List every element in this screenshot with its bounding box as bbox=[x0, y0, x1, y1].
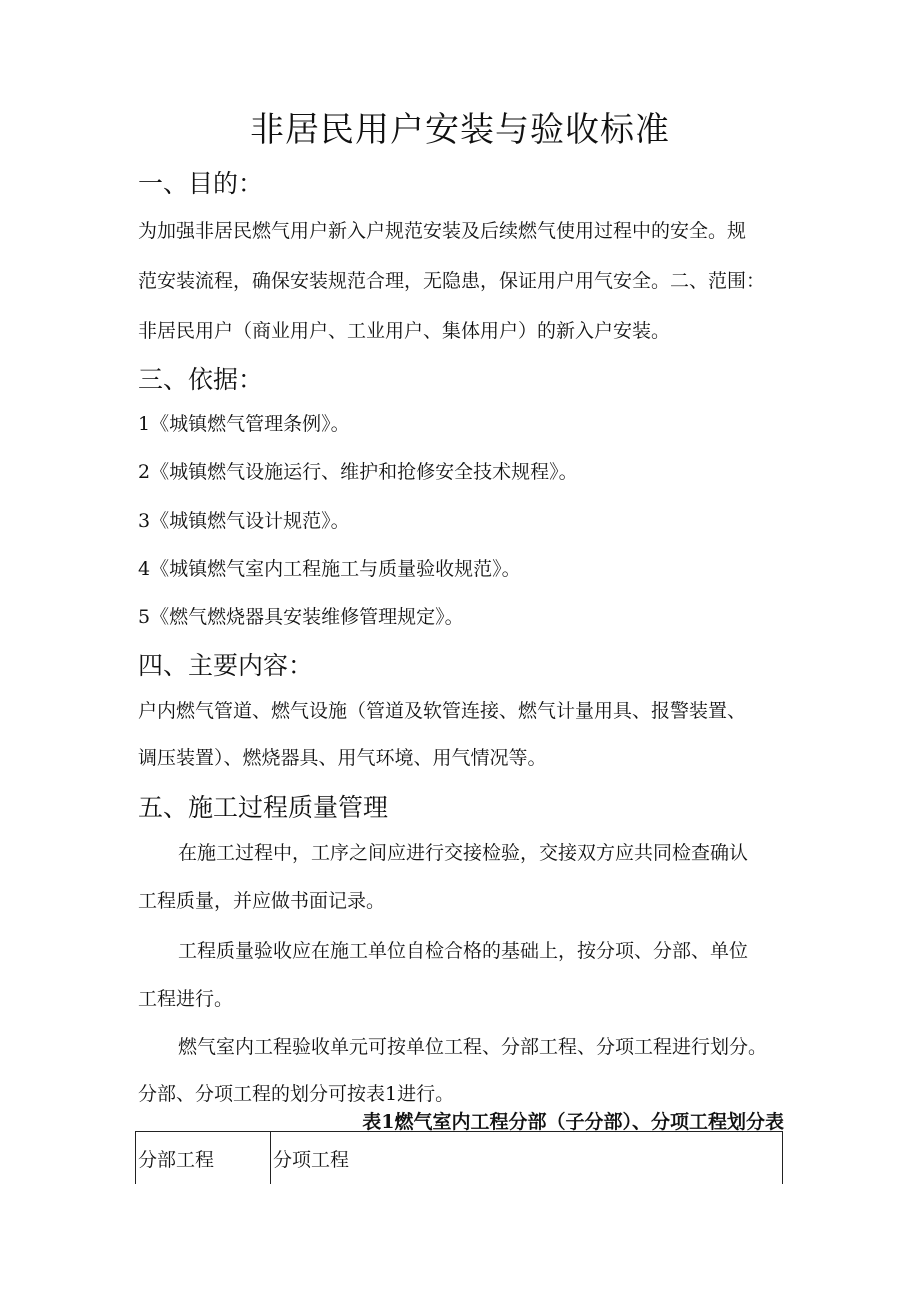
basis-item: 5《燃气燃烧器具安装维修管理规定》。 bbox=[138, 606, 464, 628]
purpose-line-1: 为加强非居民燃气用户新入户规范安装及后续燃气使用过程中的安全。规 bbox=[138, 220, 747, 242]
purpose-line-2: 范安装流程，确保安装规范合理，无隐患，保证用户用气安全。二、范围： bbox=[138, 270, 766, 292]
basis-item: 1《城镇燃气管理条例》。 bbox=[138, 413, 350, 435]
section-heading-basis: 三、依据： bbox=[138, 365, 264, 394]
quality-paragraph-line: 工程进行。 bbox=[138, 988, 234, 1010]
basis-item: 4《城镇燃气室内工程施工与质量验收规范》。 bbox=[138, 558, 521, 580]
quality-paragraph-line: 工程质量验收应在施工单位自检合格的基础上，按分项、分部、单位 bbox=[178, 940, 749, 962]
quality-paragraph-line: 分部、分项工程的划分可按表1进行。 bbox=[138, 1083, 455, 1105]
scope-text: 非居民用户（商业用户、工业用户、集体用户）的新入户安装。 bbox=[138, 320, 671, 342]
quality-paragraph-line: 工程质量，并应做书面记录。 bbox=[138, 890, 386, 912]
basis-item: 3《城镇燃气设计规范》。 bbox=[138, 510, 350, 532]
table-caption: 表1燃气室内工程分部（子分部）、分项工程划分表 bbox=[362, 1111, 784, 1133]
division-table bbox=[135, 1131, 783, 1184]
section-heading-quality-management: 五、施工过程质量管理 bbox=[138, 793, 389, 822]
main-content-line-2: 调压装置）、燃烧器具、用气环境、用气情况等。 bbox=[138, 747, 547, 769]
table-header-row bbox=[136, 1132, 783, 1185]
main-content-line-1: 户内燃气管道、燃气设施（管道及软管连接、燃气计量用具、报警装置、 bbox=[138, 700, 747, 722]
document-title: 非居民用户安装与验收标准 bbox=[250, 110, 670, 150]
table-header-cell: 分部工程 bbox=[136, 1132, 271, 1185]
quality-paragraph-line: 在施工过程中，工序之间应进行交接检验，交接双方应共同检查确认 bbox=[178, 842, 749, 864]
quality-paragraph-line: 燃气室内工程验收单元可按单位工程、分部工程、分项工程进行划分。 bbox=[178, 1036, 768, 1058]
basis-item: 2《城镇燃气设施运行、维护和抢修安全技术规程》。 bbox=[138, 461, 578, 483]
section-heading-main-content: 四、主要内容： bbox=[138, 651, 314, 680]
table-header-cell: 分项工程 bbox=[271, 1132, 783, 1185]
section-heading-purpose: 一、目的： bbox=[138, 169, 264, 198]
